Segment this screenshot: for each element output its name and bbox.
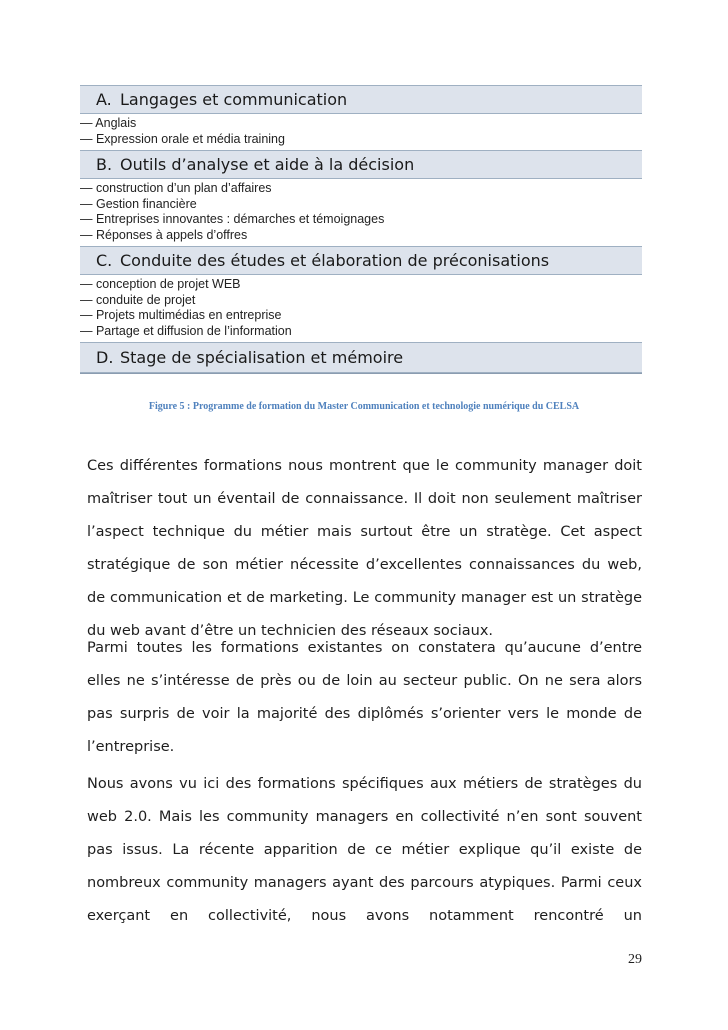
- list-item: — Anglais: [80, 116, 137, 130]
- section-items-b: [80, 179, 642, 246]
- section-items-a: [80, 114, 642, 150]
- section-heading-a: [80, 85, 642, 114]
- list-item: — conception de projet WEB: [80, 277, 241, 291]
- list-item: — Réponses à appels d’offres: [80, 227, 248, 242]
- section-letter: D.: [96, 348, 114, 367]
- list-item: — Expression orale et média training: [80, 131, 285, 146]
- list-item: — Partage et diffusion de l’information: [80, 323, 292, 338]
- program-table: [80, 85, 642, 374]
- section-letter: C.: [96, 251, 113, 270]
- list-item: — Gestion financière: [80, 196, 197, 211]
- section-items-c: [80, 275, 642, 342]
- section-letter: A.: [96, 90, 112, 109]
- section-letter: B.: [96, 155, 113, 174]
- section-title: Conduite des études et élaboration de préconisations: [120, 251, 550, 270]
- paragraph-2: Parmi toutes les formations existantes on constatera qu’aucune d’entre elles ne s’intéresse de près ou de loin au secteur public. On ne sera alors pas surpris de voir la majorité des diplômés s’orienter vers le monde de l’entreprise.: [87, 640, 642, 755]
- list-item: — Projets multimédias en entreprise: [80, 308, 282, 322]
- list-item: — construction d’un plan d’affaires: [80, 181, 272, 195]
- section-title: Langages et communication: [120, 90, 348, 109]
- page-number: 29: [628, 952, 642, 967]
- section-title: Stage de spécialisation et mémoire: [120, 348, 404, 367]
- section-heading-d: [80, 342, 642, 373]
- figure-caption: Figure 5 : Programme de formation du Master Communication et technologie numérique du CELSA: [148, 401, 580, 412]
- section-title: Outils d’analyse et aide à la décision: [120, 155, 415, 174]
- paragraph-1: Ces différentes formations nous montrent que le community manager doit maîtriser tout un éventail de connaissance. Il doit non seulement maîtriser l’aspect technique du métier mais surtout être un stratège. Cet aspect stratégique de son métier nécessite d’excellentes connaissances du web, de communication et de marketing. Le community manager est un stratège du web avant d’être un technicien des réseaux sociaux.: [87, 458, 642, 639]
- list-item: — conduite de projet: [80, 292, 196, 307]
- paragraph-3: Nous avons vu ici des formations spécifiques aux métiers de stratèges du web 2.0. Mais les community managers en collectivité n’en sont souvent pas issus. La récente apparition de ce métier explique qu’il existe de nombreux community managers ayant des parcours atypiques. Parmi ceux exerçant en collectivité, nous avons notamment rencontré un: [87, 776, 642, 924]
- list-item: — Entreprises innovantes : démarches et témoignages: [80, 212, 385, 226]
- section-heading-b: [80, 150, 642, 179]
- section-heading-c: [80, 246, 642, 275]
